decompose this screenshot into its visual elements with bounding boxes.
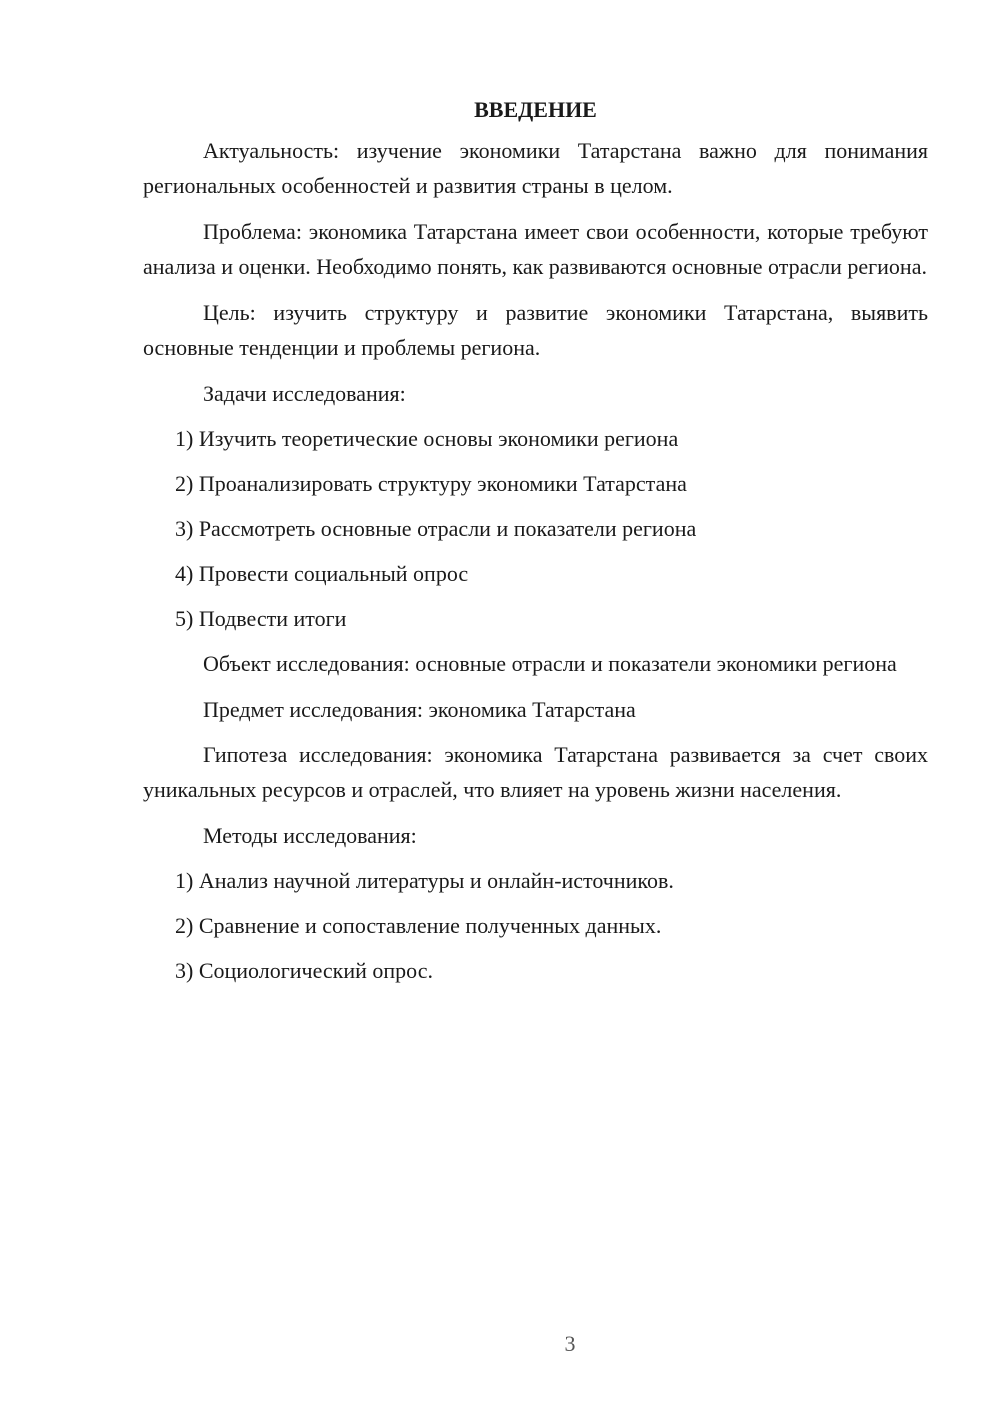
task-item: 2) Проанализировать структуру экономики Татарстана bbox=[175, 471, 687, 496]
task-item: 1) Изучить теоретические основы экономики региона bbox=[175, 426, 679, 451]
relevance-paragraph: Актуальность: изучение экономики Татарстана важно для понимания региональных особенностей и развития страны в целом. bbox=[143, 138, 928, 198]
method-item: 3) Социологический опрос. bbox=[175, 958, 433, 983]
section-title: ВВЕДЕНИЕ bbox=[474, 97, 597, 122]
page-number: 3 bbox=[564, 1331, 576, 1356]
task-item: 5) Подвести итоги bbox=[175, 606, 347, 631]
object-paragraph: Объект исследования: основные отрасли и показатели экономики региона bbox=[203, 651, 897, 676]
task-item: 4) Провести социальный опрос bbox=[175, 561, 469, 586]
task-item: 3) Рассмотреть основные отрасли и показатели региона bbox=[175, 516, 697, 541]
methods-heading: Методы исследования: bbox=[203, 823, 417, 848]
method-item: 1) Анализ научной литературы и онлайн-источников. bbox=[175, 868, 674, 893]
problem-paragraph: Проблема: экономика Татарстана имеет свои особенности, которые требуют анализа и оценки. Необходимо понять, как развиваются основные отрасли региона. bbox=[143, 219, 928, 279]
hypothesis-paragraph: Гипотеза исследования: экономика Татарстана развивается за счет своих уникальных ресурсов и отраслей, что влияет на уровень жизни населения. bbox=[143, 742, 928, 802]
subject-paragraph: Предмет исследования: экономика Татарстана bbox=[203, 697, 636, 722]
page-content bbox=[143, 92, 928, 998]
tasks-heading: Задачи исследования: bbox=[203, 381, 406, 406]
goal-paragraph: Цель: изучить структуру и развитие экономики Татарстана, выявить основные тенденции и проблемы региона. bbox=[143, 300, 928, 360]
method-item: 2) Сравнение и сопоставление полученных данных. bbox=[175, 913, 662, 938]
